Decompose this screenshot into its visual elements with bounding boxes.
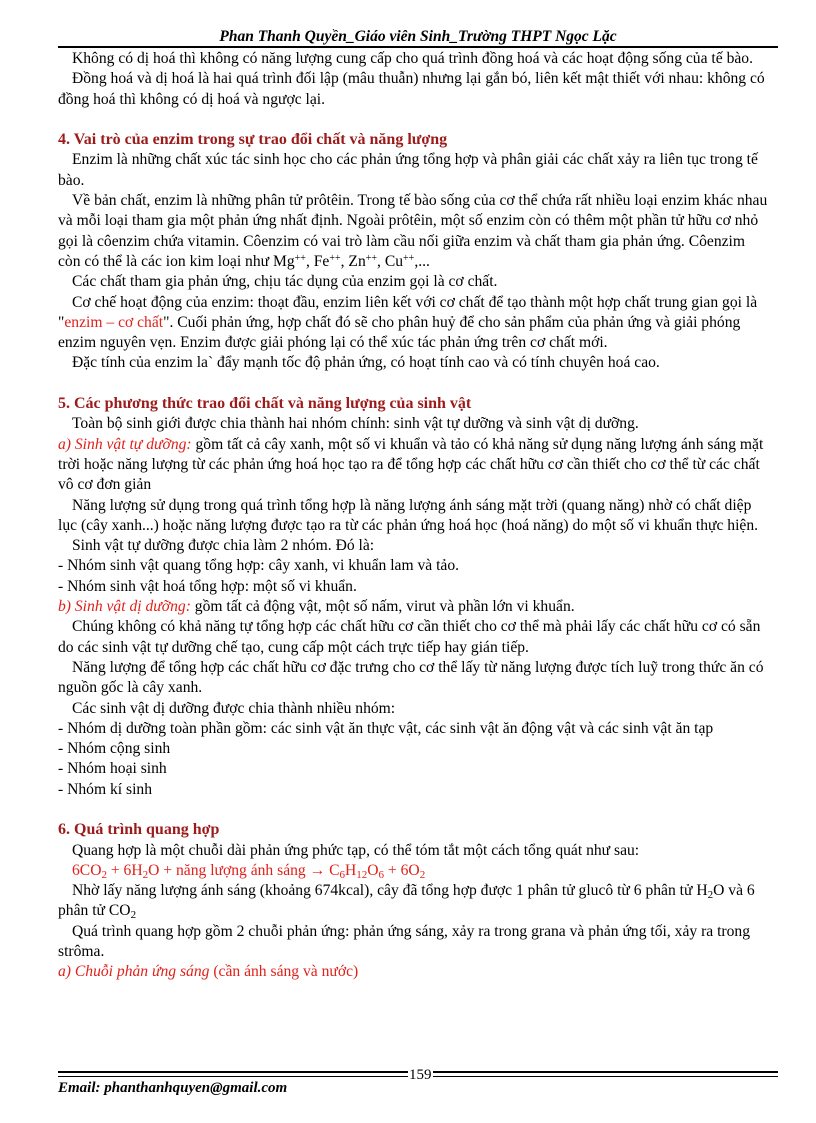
paragraph: Các sinh vật dị dưỡng được chia thành nhiều nhóm: [72,699,396,717]
subheading-label: a) Chuỗi phản ứng sáng [58,963,210,981]
paragraph: Nhờ lấy năng lượng ánh sáng (khoảng 674kcal), cây đã tổng hợp được 1 phân tử glucô từ 6 phân tử $H_2O$ và 6 phân tử $CO_2$ [58,882,755,922]
paragraph: Sinh vật tự dưỡng được chia làm 2 nhóm. Đó là: [72,537,375,555]
page-number: 159 [409,1067,432,1083]
paragraph: Quang hợp là một chuỗi dài phản ứng phức tạp, có thể tóm tắt một cách tổng quát như sau: [72,841,640,859]
list-item: - Nhóm cộng sinh [58,740,171,758]
page-header: Phan Thanh Quyền_Giáo viên Sinh_Trường THPT Ngọc Lặc [219,28,617,45]
paragraph: Quá trình quang hợp gồm 2 chuỗi phản ứng: phản ứng sáng, xảy ra trong grana và phản ứng tối, xảy ra trong strôma. [58,922,750,961]
photosynthesis-equation: $6CO_2 + 6H_2O$ + năng lượng ánh sáng → $C_6H_{12}O_6 + 6O_2$ [72,861,426,881]
section-heading: 5. Các phương thức trao đổi chất và năng lượng của sinh vật [58,395,472,413]
paragraph: Toàn bộ sinh giới được chia thành hai nhóm chính: sinh vật tự dưỡng và sinh vật dị dưỡng. [72,415,639,433]
list-item: - Nhóm dị dưỡng toàn phần gồm: các sinh vật ăn thực vật, các sinh vật ăn động vật và các sinh vật ăn tạp [58,719,714,737]
paragraph: Enzim là những chất xúc tác sinh học cho các phản ứng tổng hợp và phân giải các chất xảy ra liên tục trong tế bào. [58,151,758,189]
list-item: - Nhóm hoại sinh [58,760,167,778]
header-rule [58,46,778,48]
paragraph: Năng lượng sử dụng trong quá trình tổng hợp là năng lượng ánh sáng mặt trời (quang năng) nhờ có chất diệp lục (cây xanh...) hoặc năng lượng được tạo ra từ các phản ứng hoá học (hoá năng) do một số vi khuẩn thực hiện. [58,496,759,534]
document-body [58,49,770,983]
footer-email: Email: phanthanhquyen@gmail.com [58,1080,288,1096]
paragraph: Đồng hoá và dị hoá là hai quá trình đối lập (mâu thuẫn) nhưng lại gắn bó, liên kết mật thiết với nhau: không có đồng hoá thì không có dị hoá và ngược lại. [58,70,765,108]
paragraph: a) Chuỗi phản ứng sáng (cần ánh sáng và nước) [58,963,359,981]
subheading-label: a) Sinh vật tự dưỡng: [58,435,192,453]
list-item: - Nhóm sinh vật quang tổng hợp: cây xanh, vi khuẩn lam và tảo. [58,557,460,575]
list-item: - Nhóm sinh vật hoá tổng hợp: một số vi khuẩn. [58,577,357,595]
enzyme-substrate-term: enzim – cơ chất [64,313,164,331]
paragraph: Các chất tham gia phản ứng, chịu tác dụng của enzim gọi là cơ chất. [72,273,498,291]
paragraph: Năng lượng để tổng hợp các chất hữu cơ đặc trưng cho cơ thể lấy từ năng lượng được tích luỹ trong thức ăn có nguồn gốc là cây xanh. [58,658,764,697]
section-heading: 4. Vai trò của enzim trong sự trao đổi chất và năng lượng [58,131,448,149]
paragraph: b) Sinh vật dị dưỡng: gồm tất cả động vật, một số nấm, virut và phần lớn vi khuẩn. [58,598,575,616]
section-heading: 6. Quá trình quang hợp [58,821,220,839]
paragraph: Về bản chất, enzim là những phân tử prôtêin. Trong tế bào sống của cơ thể chứa rất nhiều loại enzim khác nhau và mỗi loại tham gia một phản ứng nhất định. Ngoài prôtêin, một số enzim còn có thêm một phần tử hữu cơ nhỏ gọi là côenzim chứa vitamin. Côenzim có vai trò làm cầu nối giữa enzim và chất tham gia phản ứng. Côenzim còn có thể là các ion kim loại như Mg++, Fe++, Zn++, Cu++,... [58,192,768,270]
paragraph: Chúng không có khả năng tự tổng hợp các chất hữu cơ cần thiết cho cơ thể mà phải lấy các chất hữu cơ có sẵn do các sinh vật tự dưỡng chế tạo, cung cấp một cách trực tiếp hay gián tiếp. [58,618,761,656]
paragraph: Đặc tính của enzim la` đẩy mạnh tốc độ phản ứng, có hoạt tính cao và có tính chuyên hoá cao. [72,354,660,372]
paragraph: a) Sinh vật tự dưỡng: gồm tất cả cây xanh, một số vi khuẩn và tảo có khả năng sử dụng năng lượng ánh sáng mặt trời hoặc năng lượng từ các phản ứng hoá học tạo ra để tổng hợp các chất hữu cơ cần thiết cho cơ thể từ các chất vô cơ đơn giản [58,435,764,494]
paragraph: Không có dị hoá thì không có năng lượng cung cấp cho quá trình đồng hoá và các hoạt động sống của tế bào. [72,50,753,67]
list-item: - Nhóm kí sinh [58,780,152,798]
subheading-label: b) Sinh vật dị dưỡng: [58,598,191,616]
paragraph: Cơ chế hoạt động của enzim: thoạt đầu, enzim liên kết với cơ chất để tạo thành một hợp chất trung gian gọi là "enzim – cơ chất". Cuối phản ứng, hợp chất đó sẽ cho phân huỷ để cho sản phẩm của phản ứng và giải phóng enzim nguyên vẹn. Enzim được giải phóng lại có thể xúc tác phản ứng trên cơ chất mới. [58,293,758,352]
